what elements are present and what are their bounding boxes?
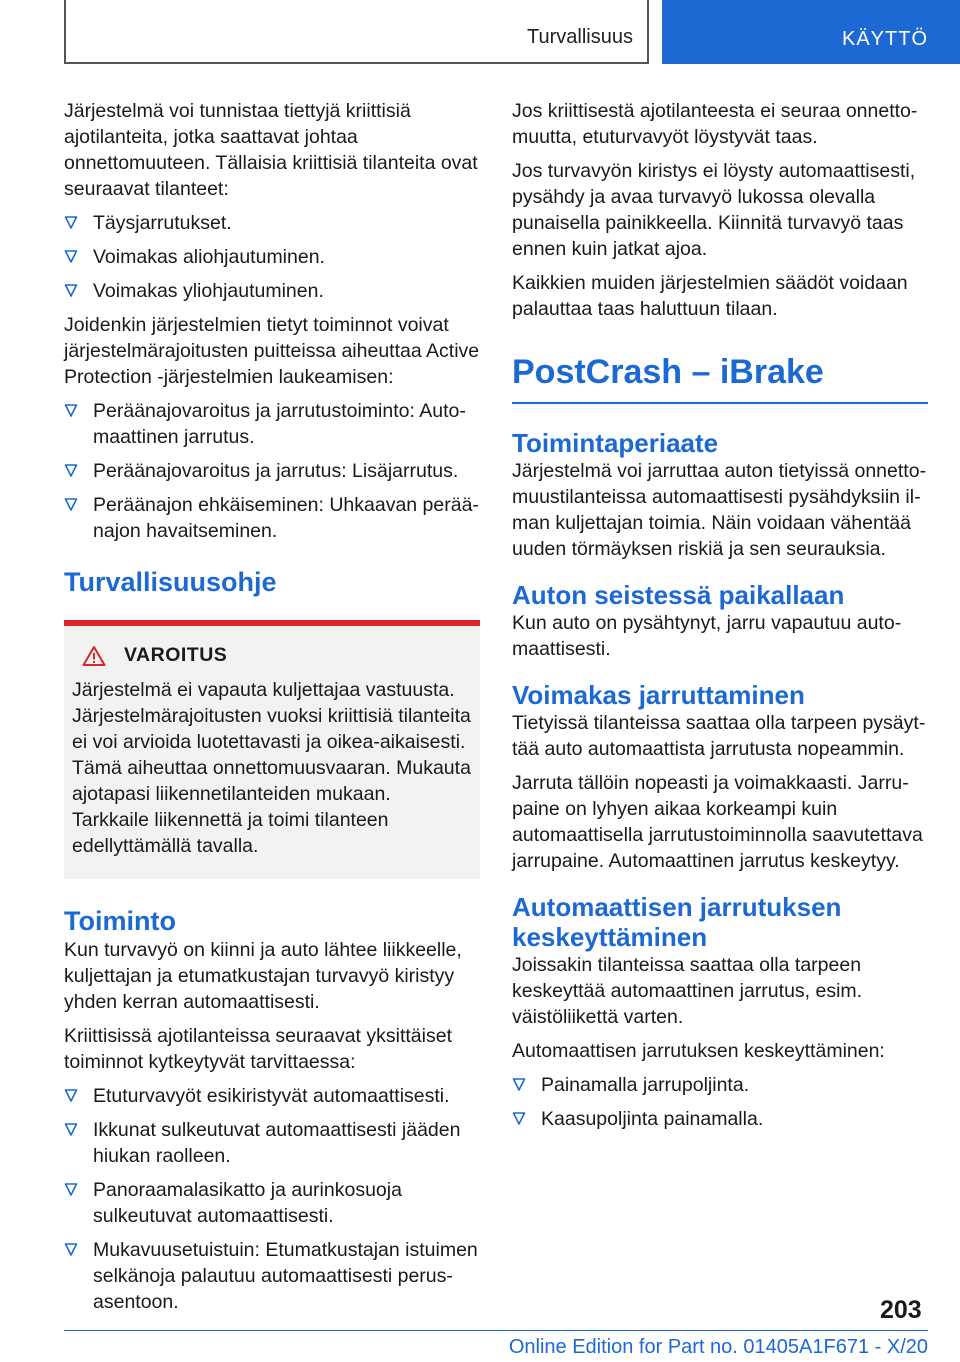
heading-principle: Toimintaperiaate — [512, 428, 719, 458]
heading-function: Toiminto — [64, 906, 176, 936]
list-item — [64, 278, 480, 304]
belt-release-paragraph: Jos kriittisestä ajotilanteesta ei seuraa onnettomuutta, etuturvavyöt löystyvät taas. — [512, 100, 918, 148]
page-number: 203 — [880, 1296, 922, 1324]
heading-safety: Turvallisuusohje — [64, 567, 277, 597]
footer-edition: Online Edition for Part no. 01405A1F671 - X/20 — [508, 1336, 928, 1358]
cancel-methods-list — [512, 1072, 928, 1132]
bullet-triangle-icon — [64, 403, 78, 418]
standstill-paragraph: Kun auto on pysähtynyt, jarru vapautuu automaattisesti. — [512, 612, 902, 660]
bullet-triangle-icon — [512, 1111, 526, 1126]
cancel-paragraph-2: Automaattisen jarrutuksen keskeyttäminen: — [512, 1040, 885, 1062]
list-item-text: Voimakas aliohjautuminen. — [93, 246, 325, 268]
bullet-triangle-icon — [64, 249, 78, 264]
list-item — [64, 1237, 480, 1315]
bullet-triangle-icon — [64, 1242, 78, 1257]
bullet-triangle-icon — [64, 283, 78, 298]
belt-manual-paragraph: Jos turvavyön kiristys ei löysty automaattisesti, pysähdy ja avaa turvavyö lukossa olevalla punaisella painikkeella. Kiinnitä turvavyö taas ennen kuin jatkat ajoa. — [512, 160, 916, 260]
list-item-text: Mukavuusetuistuin: Etumatkustajan istuimen selkänoja palautuu automaattisesti perusasentoon. — [93, 1239, 478, 1313]
list-item-text: Ikkunat sulkeutuvat automaattisesti jääden hiukan raolleen. — [93, 1119, 461, 1167]
strong-braking-paragraph-1: Tietyissä tilanteissa saattaa olla tarpeen pysäyttää auto automaattista jarrutusta nopeammin. — [512, 712, 926, 760]
list-item — [64, 210, 480, 236]
header-section-title: Turvallisuus — [527, 26, 633, 48]
function-paragraph-1: Kun turvavyö on kiinni ja auto lähtee liikkeelle, kuljettajan ja etumatkustajan turvavyö kiristyy yhden kerran automaattisesti. — [64, 939, 462, 1013]
right-column — [512, 98, 928, 1140]
list-item-text: Voimakas yliohjautuminen. — [93, 280, 324, 302]
header-chapter-label: KÄYTTÖ — [841, 28, 928, 50]
footer-rule — [64, 1330, 928, 1331]
settings-restore-paragraph: Kaikkien muiden järjestelmien säädöt voidaan palauttaa taas haluttuun tilaan. — [512, 272, 908, 320]
list-item-text: Etuturvavyöt esikiristyvät automaattisesti. — [93, 1085, 450, 1107]
list-item — [64, 1117, 480, 1169]
header-chapter-tab[interactable] — [662, 0, 960, 64]
trigger-functions-list — [64, 398, 480, 544]
warning-text: Järjestelmä ei vapauta kuljettajaa vastuusta. Järjestelmärajoitusten vuoksi kriittisiä tilanteita ei voi arvioida luotettavasti ja oikea-aikaisesti. Tämä aiheuttaa onnettomuusvaaran. Mukauta ajotapasi liikennetilanteiden mukaan. Tarkkaile liikennettä ja toimi tilanteen edellyttämällä tavalla. — [72, 679, 471, 857]
list-item-text: Panoraamalasikatto ja aurinkosuoja sulkeutuvat automaattisesti. — [93, 1179, 402, 1227]
list-item — [512, 1106, 928, 1132]
warning-triangle-icon — [82, 645, 106, 667]
list-item-text: Painamalla jarrupoljinta. — [541, 1074, 750, 1096]
left-column — [64, 98, 480, 1323]
bullet-triangle-icon — [64, 497, 78, 512]
intro-paragraph: Järjestelmä voi tunnistaa tiettyjä kriittisiä ajotilanteita, jotka saattavat johtaa onnettomuuteen. Tällaisia kriittisiä tilanteita ovat seuraavat tilanteet: — [64, 100, 478, 200]
list-item-text: Peräänajon ehkäiseminen: Uhkaavan peräänajon havaitseminen. — [93, 494, 479, 542]
list-item-text: Peräänajovaroitus ja jarrutus: Lisäjarrutus. — [93, 460, 459, 482]
list-item — [64, 1177, 480, 1229]
heading-strong-braking: Voimakas jarruttaminen — [512, 680, 805, 710]
warning-box — [64, 620, 480, 879]
heading-cancel-braking: Automaattisen jarrutuksen keskeyttäminen — [512, 892, 842, 952]
function-actions-list — [64, 1083, 480, 1315]
header-section-box — [64, 0, 649, 64]
section-title-postcrash: PostCrash – iBrake — [512, 352, 928, 404]
bullet-triangle-icon — [64, 1122, 78, 1137]
cancel-paragraph-1: Joissakin tilanteissa saattaa olla tarpeen keskeyttää automaattinen jarrutus, esim. väistöliikettä varten. — [512, 954, 863, 1028]
function-paragraph-2: Kriittisissä ajotilanteissa seuraavat yksittäiset toiminnot kytkeytyvät tarvittaessa: — [64, 1025, 452, 1073]
list-item-text: Täysjarrutukset. — [93, 212, 232, 234]
limitations-paragraph: Joidenkin järjestelmien tietyt toiminnot voivat järjestelmärajoitusten puitteissa aiheuttaa Active Protection -järjestelmien laukeamisen: — [64, 314, 480, 388]
warning-header — [72, 644, 472, 667]
bullet-triangle-icon — [64, 463, 78, 478]
list-item-text: Peräänajovaroitus ja jarrutustoiminto: Automaattinen jarrutus. — [93, 400, 466, 448]
list-item — [512, 1072, 928, 1098]
list-item — [64, 398, 480, 450]
critical-situations-list — [64, 210, 480, 304]
strong-braking-paragraph-2: Jarruta tällöin nopeasti ja voimakkaasti. Jarrupaine on lyhyen aikaa korkeampi kuin automaattisella jarrutustoiminnolla saavutettava jarrupaine. Automaattinen jarrutus keskeytyy. — [512, 772, 923, 872]
list-item — [64, 458, 480, 484]
list-item — [64, 244, 480, 270]
list-item — [64, 1083, 480, 1109]
principle-paragraph: Järjestelmä voi jarruttaa auton tietyissä onnettomuustilanteissa automaattisesti pysähdyksiin ilman kuljettajan toimia. Näin voidaan vähentää uuden törmäyksen riskiä ja sen seurauksia. — [512, 460, 927, 560]
bullet-triangle-icon — [64, 1088, 78, 1103]
warning-label: VAROITUS — [124, 644, 228, 666]
heading-standstill: Auton seistessä paikallaan — [512, 580, 845, 610]
bullet-triangle-icon — [64, 1182, 78, 1197]
list-item-text: Kaasupoljinta painamalla. — [541, 1108, 764, 1130]
list-item — [64, 492, 480, 544]
bullet-triangle-icon — [512, 1077, 526, 1092]
bullet-triangle-icon — [64, 215, 78, 230]
